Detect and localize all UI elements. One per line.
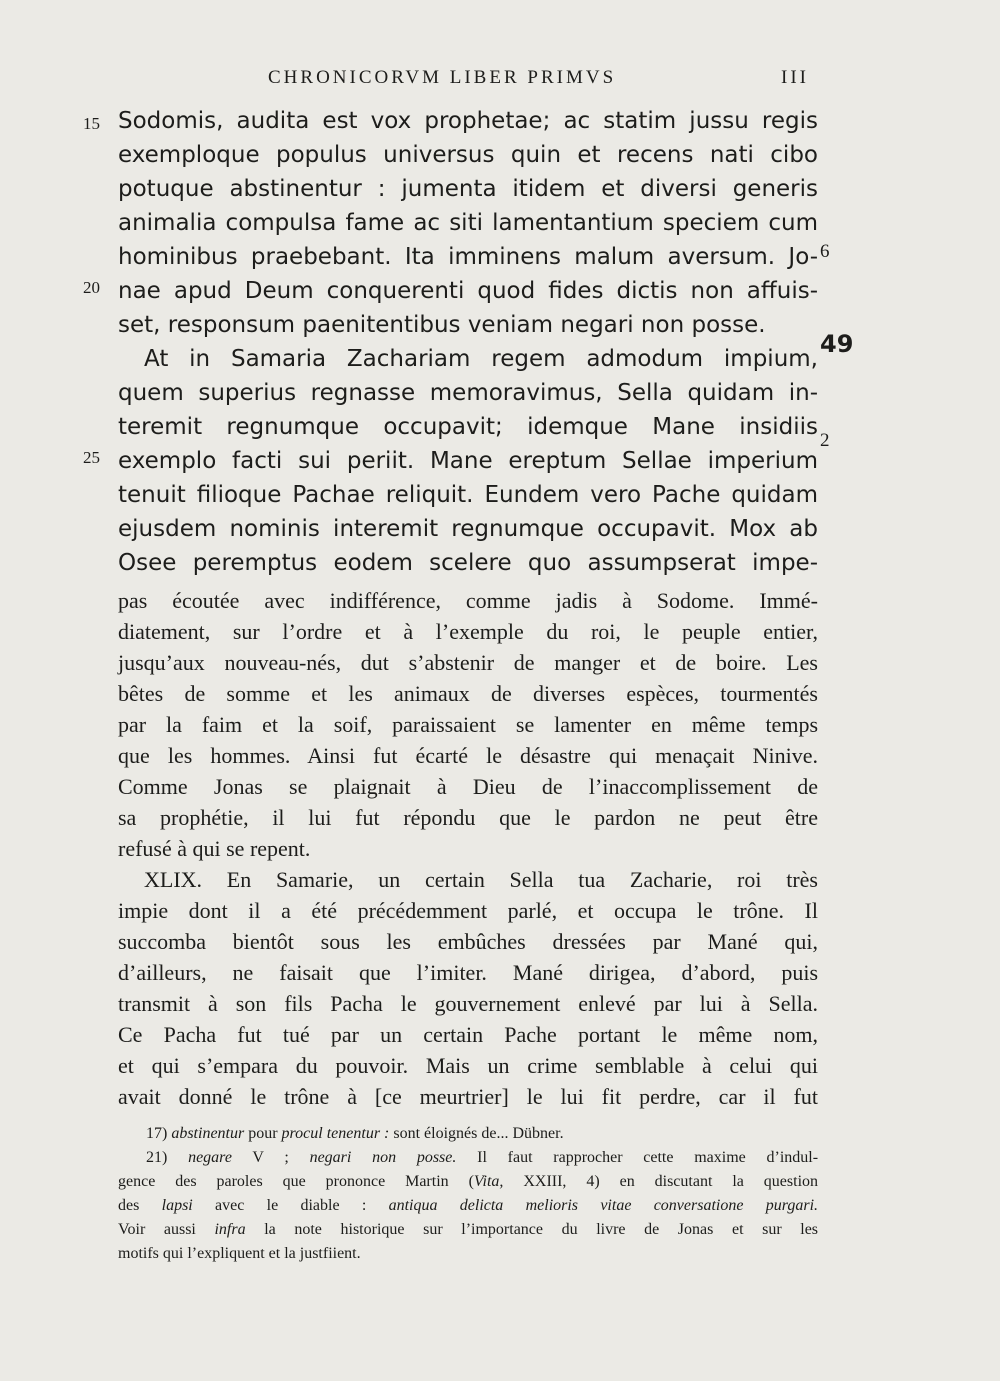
latin-line: potuque abstinentur : jumenta itidem et diversi generis bbox=[118, 176, 818, 202]
footnote-number: 17) bbox=[146, 1125, 168, 1142]
french-line: et qui s’empara du pouvoir. Mais un crime semblable à celui qui bbox=[118, 1053, 818, 1078]
french-line: par la faim et la soif, paraissaient se lamenter en même temps bbox=[118, 712, 818, 737]
footnote-text: des bbox=[118, 1197, 140, 1214]
french-line: succomba bientôt sous les embûches dressées par Mané qui, bbox=[118, 929, 818, 954]
footnote-term: infra bbox=[214, 1221, 246, 1238]
margin-reference: 6 bbox=[820, 241, 830, 262]
latin-line: ejusdem nominis interemit regnumque occupavit. Mox ab bbox=[118, 516, 818, 542]
latin-line: nae apud Deum conquerenti quod fides dictis non affuis- bbox=[118, 278, 818, 304]
footnote-21-line bbox=[118, 1170, 818, 1194]
footnote-text: gence des paroles que prononce Martin ( bbox=[118, 1173, 474, 1190]
line-number: 25 bbox=[83, 448, 100, 467]
latin-line: Osee peremptus eodem scelere quo assumpserat impe- bbox=[118, 550, 818, 576]
french-line: bêtes de somme et les animaux de diverses espèces, tourmentés bbox=[118, 681, 818, 706]
footnote-text: V ; bbox=[252, 1149, 289, 1166]
footnote-lemma: abstinentur bbox=[171, 1125, 245, 1142]
footnote-variant: procul tenentur : bbox=[281, 1125, 390, 1142]
latin-line: exemplo facti sui periit. Mane ereptum Sellae imperium bbox=[118, 448, 818, 474]
footnote-text: Voir aussi bbox=[118, 1221, 196, 1238]
french-line: pas écoutée avec indifférence, comme jadis à Sodome. Immé- bbox=[118, 588, 818, 613]
footnote-21-line bbox=[118, 1194, 818, 1218]
footnote-number: 21) bbox=[146, 1149, 168, 1166]
french-line: refusé à qui se repent. bbox=[118, 836, 311, 861]
footnote-text: la note historique sur l’importance du livre de Jonas et sur les bbox=[264, 1221, 819, 1238]
page-number: III bbox=[781, 67, 809, 88]
latin-text bbox=[118, 104, 818, 580]
latin-line: quem superius regnasse memoravimus, Sella quidam in- bbox=[118, 380, 818, 406]
footnote-term: lapsi bbox=[161, 1197, 193, 1214]
french-line: Comme Jonas se plaignait à Dieu de l’inaccomplissement de bbox=[118, 774, 818, 799]
french-line: Ce Pacha fut tué par un certain Pache portant le même nom, bbox=[118, 1022, 818, 1047]
line-number: 15 bbox=[83, 114, 100, 133]
latin-line: animalia compulsa fame ac siti lamentantium speciem cum bbox=[118, 210, 818, 236]
footnotes bbox=[118, 1122, 818, 1266]
footnote-17 bbox=[118, 1122, 818, 1146]
running-head bbox=[0, 66, 1000, 90]
footnote-21 bbox=[118, 1146, 818, 1170]
footnote-variant: negari non posse. bbox=[309, 1149, 457, 1166]
french-translation bbox=[118, 585, 818, 1112]
running-title: CHRONICORVM LIBER PRIMVS bbox=[268, 67, 617, 88]
french-line: transmit à son fils Pacha le gouvernement enlevé par lui à Sella. bbox=[118, 991, 818, 1016]
french-line: que les hommes. Ainsi fut écarté le désastre qui menaçait Ninive. bbox=[118, 743, 818, 768]
french-line: impie dont il a été précédemment parlé, et occupa le trône. Il bbox=[118, 898, 818, 923]
latin-line: exemploque populus universus quin et recens nati cibo bbox=[118, 142, 818, 168]
footnote-text: sont éloignés de... Dübner. bbox=[393, 1125, 564, 1142]
footnote-text: XXIII, 4) en discutant la question bbox=[523, 1173, 819, 1190]
line-number: 20 bbox=[83, 278, 100, 297]
latin-line: At in Samaria Zachariam regem admodum impium, bbox=[144, 346, 818, 372]
footnote-lemma: negare bbox=[188, 1149, 232, 1166]
footnote-21-line bbox=[118, 1218, 818, 1242]
footnote-text: pour bbox=[248, 1125, 278, 1142]
latin-line: Sodomis, audita est vox prophetae; ac statim jussu regis bbox=[118, 108, 818, 134]
french-line: XLIX. En Samarie, un certain Sella tua Zacharie, roi très bbox=[144, 867, 818, 892]
latin-line: teremit regnumque occupavit; idemque Mane insidiis bbox=[118, 414, 818, 440]
french-line: jusqu’aux nouveau-nés, dut s’abstenir de manger et de boire. Les bbox=[118, 650, 818, 675]
french-line: diatement, sur l’ordre et à l’exemple du roi, le peuple entier, bbox=[118, 619, 818, 644]
footnote-text: avec le diable : bbox=[215, 1197, 367, 1214]
latin-line: hominibus praebebant. Ita imminens malum aversum. Jo- bbox=[118, 244, 818, 270]
footnote-quote: antiqua delicta melioris vitae conversatione purgari. bbox=[388, 1197, 819, 1214]
footnote-citation: Vita, bbox=[473, 1173, 504, 1190]
latin-line: set, responsum paenitentibus veniam negari non posse. bbox=[118, 312, 766, 338]
margin-reference: 2 bbox=[820, 430, 830, 451]
french-line: d’ailleurs, ne faisait que l’imiter. Mané dirigea, d’abord, puis bbox=[118, 960, 818, 985]
latin-line: tenuit filioque Pachae reliquit. Eundem vero Pache quidam bbox=[118, 482, 818, 508]
footnote-text: Il faut rapprocher cette maxime d’indul- bbox=[477, 1149, 819, 1166]
french-line: avait donné le trône à [ce meurtrier] le lui fit perdre, car il fut bbox=[118, 1084, 818, 1109]
margin-chapter-number: 49 bbox=[820, 330, 854, 358]
footnote-21-line: motifs qui l’expliquent et la justfiient. bbox=[118, 1245, 361, 1262]
french-line: sa prophétie, il lui fut répondu que le pardon ne peut être bbox=[118, 805, 818, 830]
